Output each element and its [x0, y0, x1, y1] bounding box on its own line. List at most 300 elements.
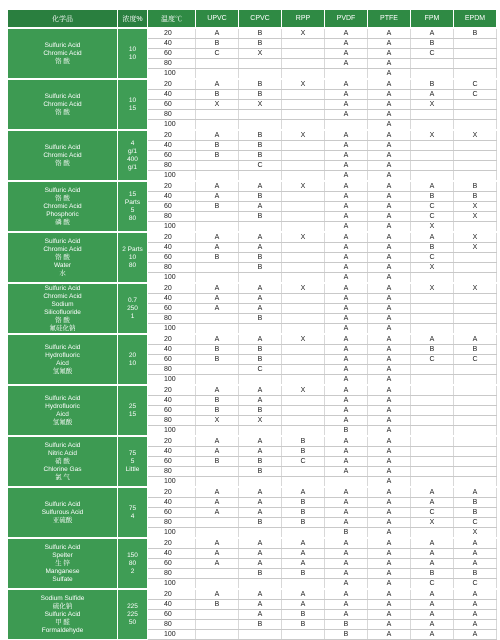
- rating-cell-cpvc: A: [239, 498, 282, 508]
- rating-cell-epdm: [454, 467, 497, 477]
- temperature-cell: 40: [148, 447, 196, 457]
- rating-cell-cpvc: [239, 222, 282, 233]
- concentration-line: 5: [130, 457, 135, 465]
- rating-cell-rpp: [282, 467, 325, 477]
- rating-cell-fpm: [411, 324, 454, 335]
- concentration-line: 25: [128, 402, 137, 410]
- rating-cell-epdm: C: [454, 355, 497, 365]
- concentration-cell: [118, 28, 148, 79]
- concentration-line: 5: [130, 206, 135, 214]
- rating-cell-cpvc: A: [239, 385, 282, 396]
- rating-cell-cpvc: B: [239, 457, 282, 467]
- rating-cell-fpm: [411, 457, 454, 467]
- rating-cell-fpm: C: [411, 212, 454, 222]
- temperature-cell: 80: [148, 263, 196, 273]
- concentration-cell: [118, 283, 148, 334]
- chemical-name-line: Formaldehyde: [41, 626, 84, 634]
- rating-cell-cpvc: B: [239, 253, 282, 263]
- chemical-name-line: 氟硅化钠: [49, 324, 76, 332]
- rating-cell-ptfe: A: [368, 355, 411, 365]
- rating-cell-epdm: X: [454, 283, 497, 294]
- temperature-cell: 20: [148, 436, 196, 447]
- temperature-cell: 20: [148, 283, 196, 294]
- rating-cell-epdm: [454, 447, 497, 457]
- concentration-cell: [118, 385, 148, 436]
- rating-cell-pvdf: A: [325, 90, 368, 100]
- table-row: [8, 130, 497, 141]
- concentration-line: 10: [128, 253, 137, 261]
- rating-cell-ptfe: A: [368, 477, 411, 488]
- rating-cell-fpm: [411, 294, 454, 304]
- rating-cell-upvc: [196, 579, 239, 590]
- rating-cell-epdm: A: [454, 610, 497, 620]
- rating-cell-cpvc: [239, 630, 282, 640]
- concentration-line: Little: [125, 465, 140, 473]
- rating-cell-pvdf: [325, 477, 368, 488]
- rating-cell-ptfe: A: [368, 589, 411, 600]
- concentration-line: 15: [128, 190, 137, 198]
- rating-cell-fpm: [411, 59, 454, 69]
- concentration-line: 150: [127, 551, 138, 559]
- chemical-name-cell: [8, 130, 118, 181]
- chemical-name-line: Hydrofluoric: [45, 402, 80, 410]
- rating-cell-cpvc: B: [239, 39, 282, 49]
- rating-cell-cpvc: A: [239, 181, 282, 192]
- rating-cell-ptfe: A: [368, 304, 411, 314]
- rating-cell-ptfe: A: [368, 498, 411, 508]
- rating-cell-ptfe: A: [368, 161, 411, 171]
- rating-cell-upvc: A: [196, 538, 239, 549]
- chemical-name-cell: [8, 334, 118, 385]
- rating-cell-pvdf: A: [325, 579, 368, 590]
- rating-cell-fpm: A: [411, 549, 454, 559]
- rating-cell-ptfe: A: [368, 518, 411, 528]
- rating-cell-ptfe: A: [368, 508, 411, 518]
- concentration-line: 4: [130, 139, 135, 147]
- rating-cell-pvdf: A: [325, 538, 368, 549]
- chemical-name-cell: [8, 28, 118, 79]
- rating-cell-upvc: A: [196, 130, 239, 141]
- rating-cell-pvdf: A: [325, 222, 368, 233]
- rating-cell-rpp: [282, 345, 325, 355]
- chemical-name-line: Water: [53, 261, 72, 269]
- chemical-name-line: Sodium: [51, 300, 74, 308]
- temperature-cell: 20: [148, 538, 196, 549]
- chemical-name-line: 磷 酸: [55, 218, 70, 226]
- chemical-name-line: Sodium Sulfide: [40, 594, 85, 602]
- rating-cell-ptfe: A: [368, 263, 411, 273]
- concentration-line: 1: [130, 312, 135, 320]
- rating-cell-epdm: [454, 100, 497, 110]
- rating-cell-ptfe: A: [368, 222, 411, 233]
- header-ptfe: PTFE: [368, 10, 411, 29]
- temperature-cell: 80: [148, 467, 196, 477]
- rating-cell-rpp: [282, 294, 325, 304]
- rating-cell-epdm: [454, 314, 497, 324]
- rating-cell-upvc: [196, 212, 239, 222]
- rating-cell-epdm: [454, 436, 497, 447]
- rating-cell-pvdf: A: [325, 202, 368, 212]
- rating-cell-rpp: [282, 141, 325, 151]
- rating-cell-pvdf: A: [325, 365, 368, 375]
- rating-cell-pvdf: A: [325, 39, 368, 49]
- rating-cell-upvc: A: [196, 243, 239, 253]
- rating-cell-cpvc: A: [239, 436, 282, 447]
- rating-cell-pvdf: A: [325, 171, 368, 182]
- rating-cell-pvdf: A: [325, 610, 368, 620]
- temperature-cell: 60: [148, 355, 196, 365]
- table-header: [8, 10, 497, 29]
- rating-cell-ptfe: A: [368, 467, 411, 477]
- rating-cell-pvdf: [325, 120, 368, 131]
- rating-cell-cpvc: [239, 324, 282, 335]
- chemical-name-cell: [8, 181, 118, 232]
- header-rpp: RPP: [282, 10, 325, 29]
- chemical-name-line: 硫化钠: [52, 602, 73, 610]
- rating-cell-fpm: A: [411, 181, 454, 192]
- rating-cell-pvdf: A: [325, 304, 368, 314]
- temperature-cell: 80: [148, 569, 196, 579]
- chemical-name-line: Chromic Acid: [43, 245, 82, 253]
- rating-cell-cpvc: A: [239, 559, 282, 569]
- rating-cell-cpvc: A: [239, 549, 282, 559]
- rating-cell-pvdf: A: [325, 181, 368, 192]
- chemical-name-line: Chromic Acid: [43, 49, 82, 57]
- table-row: [8, 538, 497, 549]
- rating-cell-ptfe: A: [368, 90, 411, 100]
- rating-cell-rpp: X: [282, 232, 325, 243]
- rating-cell-upvc: [196, 222, 239, 233]
- temperature-cell: 20: [148, 487, 196, 498]
- chemical-name-line: 亚硫酸: [52, 516, 73, 524]
- rating-cell-pvdf: A: [325, 436, 368, 447]
- rating-cell-cpvc: X: [239, 100, 282, 110]
- rating-cell-pvdf: A: [325, 355, 368, 365]
- concentration-line: 0.7: [127, 296, 138, 304]
- table-row: [8, 181, 497, 192]
- rating-cell-rpp: X: [282, 28, 325, 39]
- temperature-cell: 40: [148, 396, 196, 406]
- rating-cell-fpm: X: [411, 283, 454, 294]
- temperature-cell: 80: [148, 620, 196, 630]
- table-row: [8, 232, 497, 243]
- rating-cell-ptfe: A: [368, 232, 411, 243]
- rating-cell-fpm: [411, 467, 454, 477]
- temperature-cell: 80: [148, 518, 196, 528]
- rating-cell-upvc: X: [196, 100, 239, 110]
- compatibility-table-wrapper: [7, 9, 493, 640]
- concentration-line: 75: [128, 449, 137, 457]
- rating-cell-epdm: [454, 365, 497, 375]
- rating-cell-rpp: X: [282, 130, 325, 141]
- rating-cell-upvc: A: [196, 232, 239, 243]
- rating-cell-cpvc: [239, 273, 282, 284]
- concentration-cell: [118, 487, 148, 538]
- rating-cell-ptfe: A: [368, 141, 411, 151]
- rating-cell-pvdf: A: [325, 559, 368, 569]
- rating-cell-upvc: B: [196, 141, 239, 151]
- rating-cell-epdm: A: [454, 620, 497, 630]
- concentration-line: g/1: [127, 163, 138, 171]
- rating-cell-ptfe: A: [368, 436, 411, 447]
- concentration-line: 2 Parts: [122, 245, 143, 253]
- rating-cell-cpvc: B: [239, 151, 282, 161]
- rating-cell-pvdf: A: [325, 518, 368, 528]
- rating-cell-upvc: A: [196, 508, 239, 518]
- rating-cell-rpp: B: [282, 508, 325, 518]
- chemical-name-line: Sulfate: [52, 575, 73, 583]
- rating-cell-upvc: [196, 426, 239, 437]
- rating-cell-pvdf: B: [325, 620, 368, 630]
- rating-cell-fpm: [411, 151, 454, 161]
- temperature-cell: 60: [148, 457, 196, 467]
- rating-cell-rpp: A: [282, 600, 325, 610]
- chemical-name-cell: [8, 487, 118, 538]
- rating-cell-epdm: [454, 39, 497, 49]
- rating-cell-fpm: A: [411, 28, 454, 39]
- concentration-cell: [118, 538, 148, 589]
- concentration-cell: [118, 130, 148, 181]
- rating-cell-pvdf: A: [325, 100, 368, 110]
- rating-cell-epdm: [454, 161, 497, 171]
- rating-cell-upvc: B: [196, 355, 239, 365]
- rating-cell-ptfe: A: [368, 59, 411, 69]
- rating-cell-cpvc: B: [239, 518, 282, 528]
- rating-cell-fpm: C: [411, 355, 454, 365]
- rating-cell-rpp: [282, 263, 325, 273]
- table-row: [8, 487, 497, 498]
- table-row: [8, 589, 497, 600]
- rating-cell-pvdf: A: [325, 49, 368, 59]
- rating-cell-cpvc: B: [239, 192, 282, 202]
- rating-cell-epdm: [454, 477, 497, 488]
- rating-cell-upvc: A: [196, 294, 239, 304]
- chemical-name-cell: [8, 232, 118, 283]
- rating-cell-ptfe: A: [368, 528, 411, 539]
- rating-cell-fpm: [411, 69, 454, 80]
- concentration-cell: [118, 334, 148, 385]
- rating-cell-epdm: [454, 59, 497, 69]
- rating-cell-ptfe: A: [368, 396, 411, 406]
- temperature-cell: 60: [148, 253, 196, 263]
- rating-cell-upvc: [196, 365, 239, 375]
- rating-cell-upvc: A: [196, 498, 239, 508]
- rating-cell-fpm: B: [411, 39, 454, 49]
- rating-cell-pvdf: A: [325, 273, 368, 284]
- rating-cell-rpp: [282, 375, 325, 386]
- rating-cell-cpvc: A: [239, 202, 282, 212]
- chemical-resistance-table: [7, 9, 497, 640]
- temperature-cell: 20: [148, 28, 196, 39]
- rating-cell-ptfe: A: [368, 151, 411, 161]
- chemical-name-line: Nitric Acid: [48, 449, 77, 457]
- chemical-name-cell: [8, 79, 118, 130]
- rating-cell-ptfe: A: [368, 630, 411, 640]
- chemical-name-line: 氯 气: [55, 473, 70, 481]
- rating-cell-rpp: X: [282, 385, 325, 396]
- rating-cell-rpp: X: [282, 334, 325, 345]
- rating-cell-epdm: A: [454, 559, 497, 569]
- rating-cell-ptfe: A: [368, 406, 411, 416]
- temperature-cell: 100: [148, 579, 196, 590]
- rating-cell-ptfe: A: [368, 457, 411, 467]
- rating-cell-ptfe: A: [368, 579, 411, 590]
- rating-cell-fpm: [411, 447, 454, 457]
- rating-cell-fpm: A: [411, 487, 454, 498]
- rating-cell-fpm: [411, 426, 454, 437]
- rating-cell-upvc: [196, 569, 239, 579]
- rating-cell-pvdf: A: [325, 161, 368, 171]
- rating-cell-pvdf: A: [325, 385, 368, 396]
- rating-cell-rpp: [282, 161, 325, 171]
- header-cpvc: CPVC: [239, 10, 282, 29]
- rating-cell-epdm: A: [454, 538, 497, 549]
- rating-cell-upvc: B: [196, 396, 239, 406]
- rating-cell-cpvc: A: [239, 283, 282, 294]
- rating-cell-ptfe: A: [368, 385, 411, 396]
- rating-cell-cpvc: A: [239, 589, 282, 600]
- rating-cell-upvc: C: [196, 49, 239, 59]
- rating-cell-rpp: [282, 528, 325, 539]
- rating-cell-ptfe: A: [368, 416, 411, 426]
- chemical-name-line: 氢氟酸: [52, 418, 73, 426]
- rating-cell-upvc: [196, 630, 239, 640]
- rating-cell-fpm: [411, 375, 454, 386]
- chemical-name-line: Sulfuric Acid: [44, 441, 81, 449]
- rating-cell-upvc: A: [196, 447, 239, 457]
- rating-cell-fpm: B: [411, 569, 454, 579]
- rating-cell-ptfe: A: [368, 253, 411, 263]
- temperature-cell: 100: [148, 426, 196, 437]
- chemical-name-line: Chromic Acid: [43, 202, 82, 210]
- temperature-cell: 100: [148, 222, 196, 233]
- rating-cell-upvc: B: [196, 253, 239, 263]
- concentration-line: 15: [128, 104, 137, 112]
- concentration-line: 400: [127, 155, 138, 163]
- rating-cell-epdm: [454, 396, 497, 406]
- chemical-name-line: 生 锌: [55, 559, 70, 567]
- concentration-cell: [118, 589, 148, 640]
- rating-cell-cpvc: B: [239, 569, 282, 579]
- rating-cell-fpm: X: [411, 518, 454, 528]
- header-chemical: 化学品: [8, 10, 118, 29]
- rating-cell-rpp: B: [282, 518, 325, 528]
- rating-cell-rpp: [282, 477, 325, 488]
- rating-cell-epdm: B: [454, 498, 497, 508]
- rating-cell-pvdf: A: [325, 232, 368, 243]
- rating-cell-rpp: [282, 49, 325, 59]
- rating-cell-cpvc: [239, 59, 282, 69]
- rating-cell-ptfe: A: [368, 69, 411, 80]
- rating-cell-upvc: [196, 528, 239, 539]
- rating-cell-upvc: X: [196, 416, 239, 426]
- temperature-cell: 20: [148, 79, 196, 90]
- rating-cell-epdm: X: [454, 528, 497, 539]
- rating-cell-fpm: [411, 171, 454, 182]
- concentration-line: 80: [128, 214, 137, 222]
- rating-cell-pvdf: A: [325, 28, 368, 39]
- rating-cell-ptfe: A: [368, 100, 411, 110]
- rating-cell-ptfe: A: [368, 447, 411, 457]
- rating-cell-rpp: [282, 110, 325, 120]
- rating-cell-rpp: [282, 304, 325, 314]
- rating-cell-epdm: [454, 151, 497, 161]
- rating-cell-epdm: A: [454, 334, 497, 345]
- temperature-cell: 60: [148, 304, 196, 314]
- rating-cell-ptfe: A: [368, 212, 411, 222]
- rating-cell-fpm: A: [411, 538, 454, 549]
- temperature-cell: 80: [148, 59, 196, 69]
- chemical-name-cell: [8, 589, 118, 640]
- rating-cell-cpvc: A: [239, 396, 282, 406]
- rating-cell-upvc: A: [196, 28, 239, 39]
- table-row: [8, 385, 497, 396]
- rating-cell-rpp: X: [282, 283, 325, 294]
- rating-cell-fpm: C: [411, 49, 454, 59]
- temperature-cell: 60: [148, 559, 196, 569]
- rating-cell-epdm: [454, 253, 497, 263]
- chemical-name-cell: [8, 538, 118, 589]
- rating-cell-pvdf: A: [325, 283, 368, 294]
- rating-cell-upvc: [196, 110, 239, 120]
- header-temperature: 温度℃: [148, 10, 196, 29]
- temperature-cell: 40: [148, 345, 196, 355]
- rating-cell-ptfe: A: [368, 273, 411, 284]
- rating-cell-upvc: B: [196, 457, 239, 467]
- rating-cell-fpm: B: [411, 345, 454, 355]
- rating-cell-upvc: A: [196, 192, 239, 202]
- rating-cell-epdm: X: [454, 243, 497, 253]
- rating-cell-upvc: A: [196, 304, 239, 314]
- rating-cell-rpp: [282, 120, 325, 131]
- rating-cell-rpp: [282, 396, 325, 406]
- rating-cell-fpm: C: [411, 579, 454, 590]
- rating-cell-fpm: A: [411, 589, 454, 600]
- rating-cell-pvdf: A: [325, 243, 368, 253]
- chemical-name-line: Hydrofluoric: [45, 351, 80, 359]
- temperature-cell: 100: [148, 528, 196, 539]
- rating-cell-epdm: X: [454, 232, 497, 243]
- rating-cell-fpm: [411, 477, 454, 488]
- rating-cell-epdm: [454, 263, 497, 273]
- chemical-name-cell: [8, 436, 118, 487]
- rating-cell-ptfe: A: [368, 365, 411, 375]
- rating-cell-cpvc: [239, 579, 282, 590]
- rating-cell-upvc: [196, 375, 239, 386]
- temperature-cell: 100: [148, 324, 196, 335]
- rating-cell-ptfe: A: [368, 620, 411, 630]
- rating-cell-rpp: [282, 192, 325, 202]
- rating-cell-rpp: [282, 100, 325, 110]
- rating-cell-upvc: [196, 518, 239, 528]
- rating-cell-upvc: B: [196, 39, 239, 49]
- rating-cell-cpvc: A: [239, 447, 282, 457]
- rating-cell-fpm: A: [411, 630, 454, 640]
- chemical-name-line: Sulfuric Acid: [44, 41, 81, 49]
- rating-cell-pvdf: A: [325, 192, 368, 202]
- concentration-line: g/1: [127, 147, 138, 155]
- rating-cell-cpvc: [239, 69, 282, 80]
- rating-cell-epdm: [454, 120, 497, 131]
- rating-cell-fpm: A: [411, 498, 454, 508]
- rating-cell-ptfe: A: [368, 600, 411, 610]
- rating-cell-epdm: [454, 416, 497, 426]
- rating-cell-fpm: [411, 314, 454, 324]
- rating-cell-upvc: A: [196, 334, 239, 345]
- rating-cell-rpp: [282, 90, 325, 100]
- chemical-name-line: 氢氟酸: [52, 367, 73, 375]
- concentration-line: 225: [127, 602, 138, 610]
